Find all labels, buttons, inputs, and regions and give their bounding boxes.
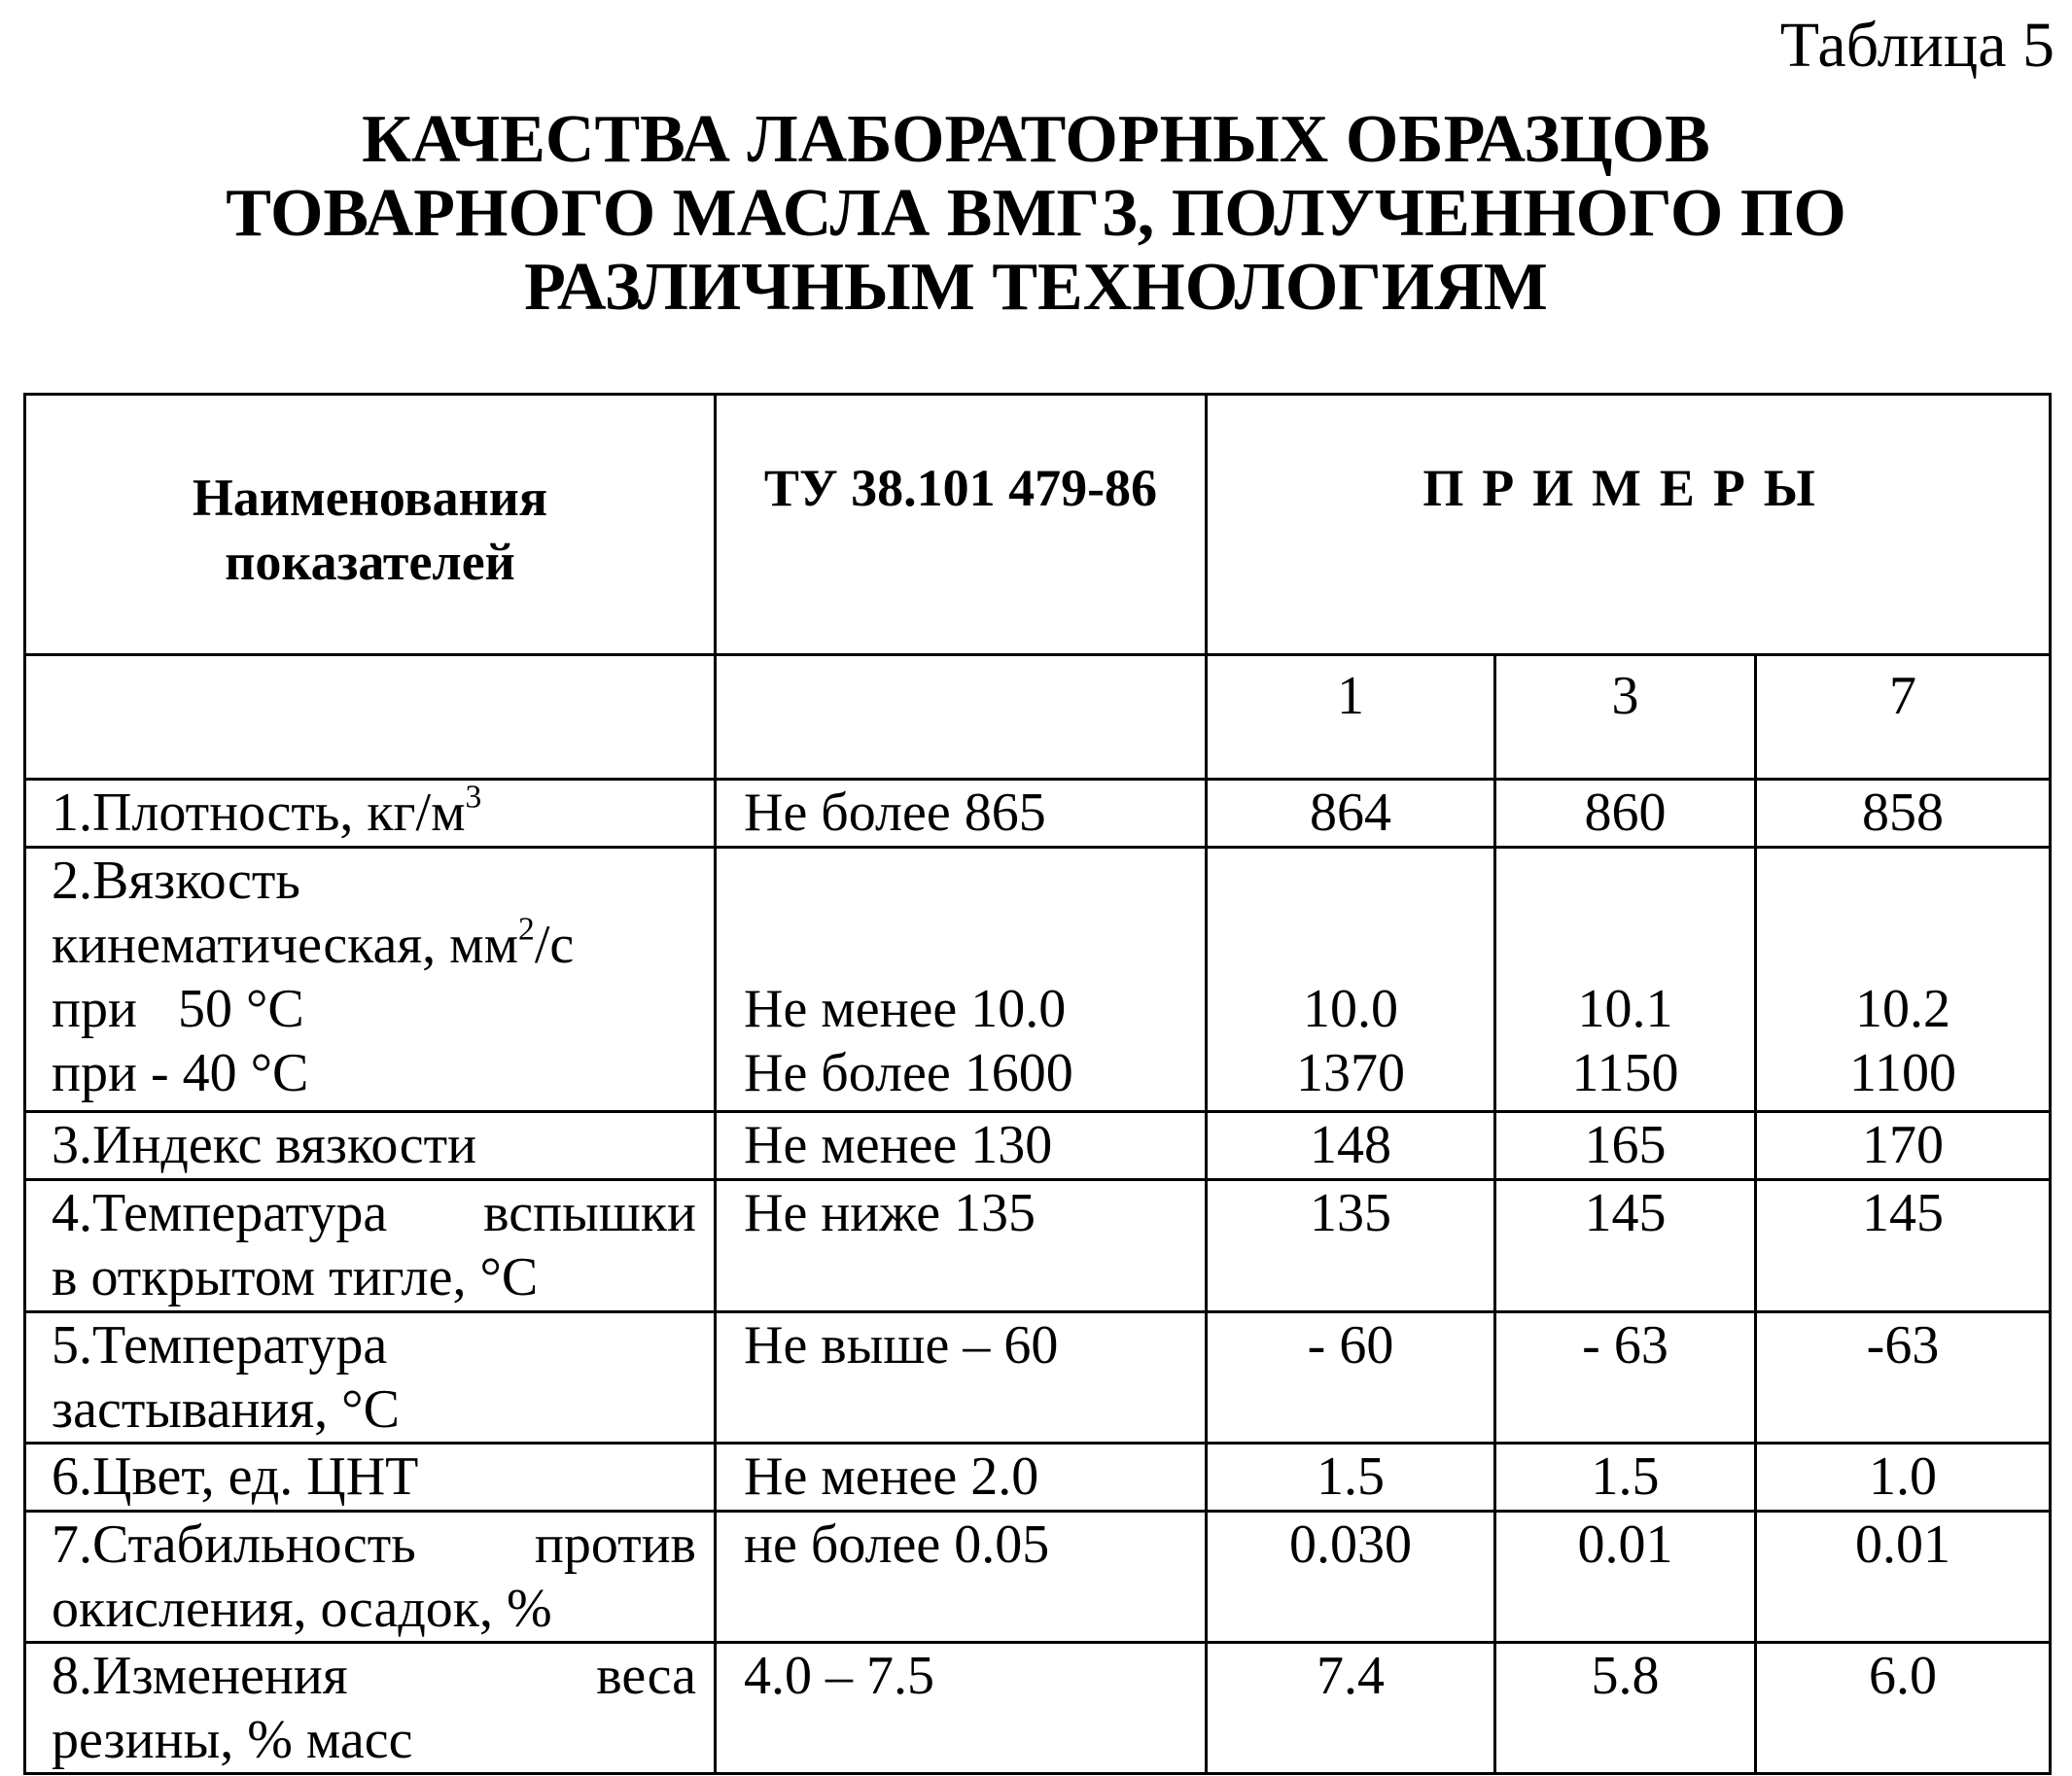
standard-value: 4.0 – 7.5 [716,1643,1207,1774]
example-value: 145 [1495,1180,1756,1312]
example-value: 10.2 1100 [1756,848,2051,1112]
example-value: 10.1 1150 [1495,848,1756,1112]
indicator-name: 2.Вязкость кинематическая, мм2/с при 50 °С при - 40 °С [25,848,716,1112]
example-value: 0.01 [1495,1512,1756,1643]
table-row [25,1512,2051,1643]
table-row [25,1312,2051,1444]
example-value: - 60 [1207,1312,1495,1444]
table-row [25,1643,2051,1774]
example-value: 165 [1495,1112,1756,1180]
table-row [25,1112,2051,1180]
document-title [0,103,2072,325]
header-standard: ТУ 38.101 479-86 [716,395,1207,655]
standard-value: Не менее 2.0 [716,1444,1207,1512]
example-value: 170 [1756,1112,2051,1180]
example-value: -63 [1756,1312,2051,1444]
header-indicator-names: Наименования показателей [25,395,716,655]
example-value: 5.8 [1495,1643,1756,1774]
empty-cell [25,655,716,780]
indicator-name: 7.Стабильность против окисления, осадок, % [25,1512,716,1643]
example-number: 1 [1207,655,1495,780]
table-label: Таблица 5 [1780,14,2054,78]
table-row [25,1180,2051,1312]
standard-value: Не выше – 60 [716,1312,1207,1444]
title-line: РАЗЛИЧНЫМ ТЕХНОЛОГИЯМ [0,251,2072,325]
example-number: 7 [1756,655,2051,780]
example-number: 3 [1495,655,1756,780]
indicator-name: 8.Изменения веса резины, % масс [25,1643,716,1774]
table-row [25,1444,2051,1512]
indicator-name: 4.Температура вспышки в открытом тигле, °С [25,1180,716,1312]
example-value: 0.030 [1207,1512,1495,1643]
example-value: - 63 [1495,1312,1756,1444]
table-row [25,848,2051,1112]
example-value: 1.0 [1756,1444,2051,1512]
title-line: КАЧЕСТВА ЛАБОРАТОРНЫХ ОБРАЗЦОВ [0,103,2072,177]
indicator-name: 1.Плотность, кг/м3 [25,780,716,848]
example-value: 135 [1207,1180,1495,1312]
example-value: 145 [1756,1180,2051,1312]
standard-value: Не менее 10.0 Не более 1600 [716,848,1207,1112]
example-value: 1.5 [1207,1444,1495,1512]
example-value: 0.01 [1756,1512,2051,1643]
table-row [25,780,2051,848]
example-value: 148 [1207,1112,1495,1180]
standard-value: не более 0.05 [716,1512,1207,1643]
example-value: 860 [1495,780,1756,848]
indicator-name: 3.Индекс вязкости [25,1112,716,1180]
example-value: 1.5 [1495,1444,1756,1512]
example-value: 6.0 [1756,1643,2051,1774]
indicator-name: 5.Температура застывания, °С [25,1312,716,1444]
example-value: 858 [1756,780,2051,848]
standard-value: Не более 865 [716,780,1207,848]
title-line: ТОВАРНОГО МАСЛА ВМГЗ, ПОЛУЧЕННОГО ПО [0,177,2072,251]
quality-table [23,393,2052,1775]
empty-cell [716,655,1207,780]
example-value: 7.4 [1207,1643,1495,1774]
standard-value: Не менее 130 [716,1112,1207,1180]
example-number-row [25,655,2051,780]
header-row [25,395,2051,655]
example-value: 864 [1207,780,1495,848]
example-value: 10.0 1370 [1207,848,1495,1112]
indicator-name: 6.Цвет, ед. ЦНТ [25,1444,716,1512]
header-examples: ПРИМЕРЫ [1207,395,2051,655]
standard-value: Не ниже 135 [716,1180,1207,1312]
